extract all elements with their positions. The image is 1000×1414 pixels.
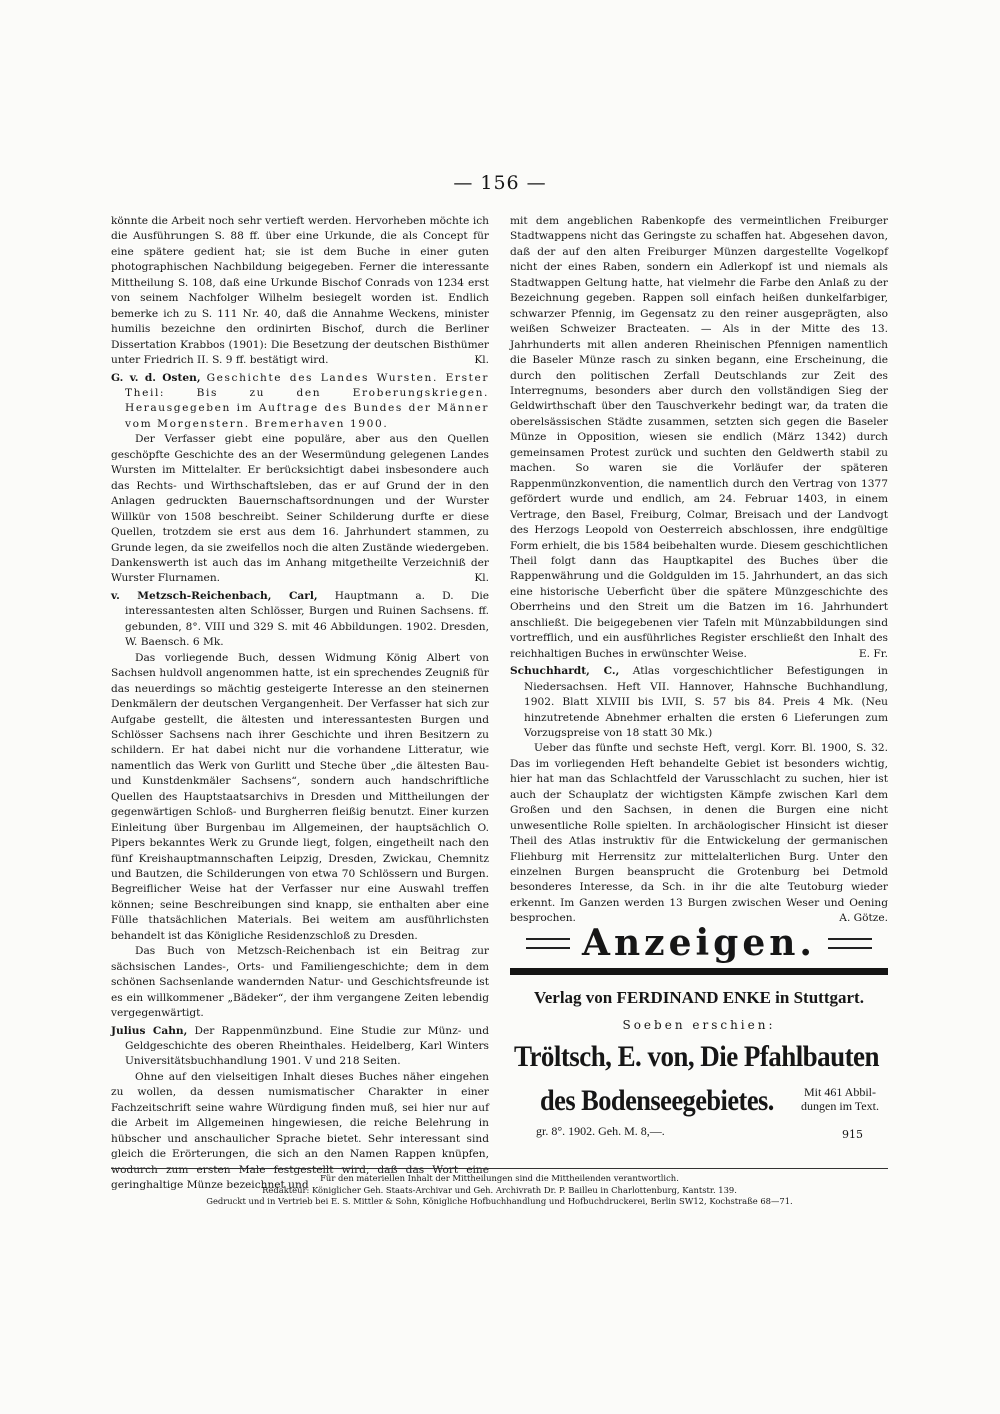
ad-illustrations-line: Mit 461 Abbil- <box>803 1085 876 1099</box>
footer-divider <box>111 1168 888 1169</box>
reviewer-signature: E. Fr. <box>858 647 888 660</box>
decorative-rule-left <box>526 938 570 949</box>
ads-title: Anzeigen. <box>582 922 816 964</box>
ads-heading <box>510 918 888 968</box>
review-entry-schuchhardt <box>510 664 888 741</box>
review-body: Das Buch von Metzsch-Reichenbach ist ein Beitrag zur sächsischen Landes-, Orts- und Familiengeschichte; dem in dem schönen Sachsenlande wandernden Natur- und Geschichtsfreunde ist es ein willkommener „Bädeker“, der ihm vergangene Zeiten lebendig vergegenwärtigt. <box>111 945 489 1020</box>
reviewer-signature: Kl. <box>474 354 489 367</box>
review-entry-osten <box>111 371 489 433</box>
review-body <box>111 432 489 587</box>
entry-author: v. Metzsch-Reichenbach, Carl, <box>111 589 318 602</box>
ad-announcement: Soeben erschien: <box>622 1018 776 1032</box>
entry-title: Atlas vorgeschichtlicher Befestigungen in Niedersachsen. Heft VII. Hannover, Hahnsche Buchhandlung, 1902. Blatt XLVIII bis LVII, S. 57 bis 84. Preis 4 Mk. (Neu hinzutretende Abnehmer erhalten die ersten 6 Lieferungen zum Vorzugspreise von 18 statt 30 Mk.) <box>524 665 888 739</box>
entry-author: Schuchhardt, C., <box>510 665 620 678</box>
reviewer-signature: A. Götze. <box>839 912 888 925</box>
ad-price: gr. 8°. 1902. Geh. M. 8,—. <box>536 1124 665 1138</box>
ad-book-title-line1: Tröltsch, E. von, Die Pfahlbauten <box>514 1040 879 1073</box>
review-text: Der Verfasser giebt eine populäre, aber aus den Quellen geschöpfte Geschichte des an der Wesermündung gelegenen Landes Wursten im Mittelalter. Er berücksichtigt dabei insbesondere auch das Rechts- und Wirthschaftsleben, das er auf Grund der in den Anlagen gedruckten Bauernschaftsordnungen und der Wurster Willkür von 1508 beschreibt. Seiner Schilderung durfte er diese Quellen, trotzdem sie erst aus dem 16. Jahrhundert stammen, zu Grunde legen, da sie zweifellos noch die alten Zustände wiedergeben. Dankenswerth ist auch das im Anhang mitgetheilte Verzeichniß der Wurster Flurnamen. <box>111 433 489 585</box>
ad-mark: 915 <box>842 1128 863 1141</box>
ad-illustrations-note <box>792 1085 888 1113</box>
review-body <box>510 741 888 926</box>
imprint-footer <box>111 1173 888 1208</box>
right-column <box>510 214 888 927</box>
reviewer-signature: Kl. <box>474 572 489 585</box>
review-continuation <box>111 214 489 369</box>
review-continuation <box>510 214 888 662</box>
footer-line: Redakteur: Königlicher Geh. Staats-Archivar und Geh. Archivrath Dr. P. Bailleu in Charlottenburg, Kantstr. 139. <box>262 1184 737 1195</box>
review-text: könnte die Arbeit noch sehr vertieft werden. Hervorheben möchte ich die Ausführungen S. 88 ff. über eine Urkunde, die als Concept für eine spätere gedient hat; sie ist dem Buche in einer guten photographischen Nachbildung beigegeben. Ferner die interessante Mittheilung S. 108, daß eine Urkunde Bischof Conrads von 1234 erst von seinem Nachfolger Wilhelm besiegelt worden ist. Endlich bemerke ich zu S. 111 Nr. 40, daß die Annahme Weckens, minister humilis bezeichne den ordinirten Bischof, durch die Berliner Dissertation Krabbos (1901): Die Besetzung der deutschen Bisthümer unter Friedrich II. S. 9 ff. bestätigt wird. <box>111 215 489 367</box>
entry-title: Geschichte des Landes Wursten. Erster Theil: Bis zu den Eroberungskriegen. Herausgegeben im Auftrage des Bundes der Männer vom Morgenstern. Bremerhaven 1900. <box>125 371 489 430</box>
review-entry-metzsch <box>111 589 489 651</box>
review-body: Das vorliegende Buch, dessen Widmung König Albert von Sachsen huldvoll angenommen hatte, ist ein sprechendes Zeugniß für das neuerdings so mächtig gesteigerte Interesse an den steinernen Denkmälern der deutschen Vergangenheit. Der Verfasser hat sich zur Aufgabe gestellt, die ältesten und interessantesten Burgen und Schlösser Sachsens nach ihrer Geschichte und ihren Besitzern zu schildern. Er hat dabei nicht nur die vorhandene Litteratur, wie namentlich das Werk von Gurlitt und Steche über „die ältesten Bau- und Kunstdenkmäler Sachsens“, sondern auch handschriftliche Quellen des Hauptstaatsarchivs in Dresden und Mittheilungen der gegenwärtigen Schloß- und Burgherren fleißig benutzt. Einer kurzen Einleitung über Burgenbau im Allgemeinen, der hauptsächlich O. Pipers bekanntes Werk zu Grunde liegt, folgen, eingetheilt nach den fünf Kreishauptmannschaften Leipzig, Dresden, Zwickau, Chemnitz und Bautzen, die Schilderungen von etwa 70 Schlössern und Burgen. Begreiflicher Weise hat der Verfasser nur eine Auswahl treffen können; seine Beschreibungen sind knapp, sie enthalten aber eine Fülle thatsächlichen Materials. Bei weitem am ausführlichsten behandelt ist das Königliche Residenzschloß zu Dresden. <box>111 651 489 942</box>
ad-illustrations-line: dungen im Text. <box>801 1099 879 1113</box>
footer-line: Gedruckt und in Vertrieb bei E. S. Mittler & Sohn, Königliche Hofbuchhandlung und Hofbuchdruckerei, Berlin SW12, Kochstraße 68—71. <box>206 1196 793 1206</box>
ad-publisher: Verlag von FERDINAND ENKE in Stuttgart. <box>534 988 864 1007</box>
entry-title: Hauptmann a. D. Die interessantesten alten Schlösser, Burgen und Ruinen Sachsens. ff. gebunden, 8°. VIII und 329 S. mit 46 Abbildungen. 1902. Dresden, W. Baensch. 6 Mk. <box>125 589 489 649</box>
review-text: Ueber das fünfte und sechste Heft, vergl. Korr. Bl. 1900, S. 32. Das im vorliegenden Heft behandelte Gebiet ist besonders wichtig, hier hat man das Schlachtfeld der Varusschlacht zu suchen, hier ist auch der Schauplatz der wichtigsten Kämpfe zwischen Karl dem Großen und den Sachsen, in denen die Burgen eine nicht unwesentliche Rolle spielten. In archäologischer Hinsicht ist dieser Theil des Atlas instruktiv für die Entwickelung der germanischen Fliehburg mit Herrensitz zur mittelalterlichen Burg. Unter den einzelnen Burgen beansprucht die Grotenburg bei Detmold besonderes Interesse, da Sch. in ihr die alte Teutoburg wieder erkennt. Im Ganzen werden 13 Burgen zwischen Weser und Oening besprochen. <box>510 742 888 925</box>
entry-author: Julius Cahn, <box>111 1024 188 1037</box>
decorative-rule-right <box>828 938 872 949</box>
ad-book-title-line2: des Bodenseegebietes. <box>540 1084 774 1117</box>
review-entry-cahn <box>111 1024 489 1070</box>
entry-author: G. v. d. Osten, <box>111 371 201 384</box>
entry-title: Der Rappenmünzbund. Eine Studie zur Münz- und Geldgeschichte des oberen Rheinthales. Heidelberg, Karl Winters Universitätsbuchhandlung 1901. V und 218 Seiten. <box>125 1024 489 1068</box>
review-body: Ohne auf den vielseitigen Inhalt dieses Buches näher eingehen zu wollen, da dessen numismatischer Charakter in einer Fachzeitschrift seine wahre Würdigung finden muß, sei hier nur auf die Arbeit im Allgemeinen hingewiesen, die reiche Belehrung in hübscher und anschaulicher Sprache bietet. Sehr interessant sind gleich die Erörterungen, die sich an den Namen Rappen knüpfen, wodurch zum ersten Male festgestellt wird, daß das Wort eine geringhaltige Münze bezeichnet und <box>111 1070 489 1192</box>
page-number: — 156 — <box>453 172 547 194</box>
review-text: mit dem angeblichen Rabenkopfe des vermeintlichen Freiburger Stadtwappens nicht das Geringste zu schaffen hat. Abgesehen davon, daß der auf den alten Freiburger Münzen dargestellte Vogelkopf nicht der eines Raben, sondern ein Adlerkopf ist und niemals als Stadtwappen Geltung hatte, hat vielmehr die Farbe den Anlaß zu der Bezeichnung gegeben. Rappen soll einfach heißen dunkelfarbiger, schwarzer Pfennig, im Gegensatz zu den reiner ausgeprägten, also weißen Schweizer Bracteaten. — Als in der Mitte des 13. Jahrhunderts mit allen anderen Rheinischen Pfennigen namentlich die Baseler Münze rasch zu sinken begann, eine Erscheinung, die durch den politischen Zerfall Deutschlands zur Zeit des Interregnums, besonders aber durch den vollständigen Sieg der Geldwirthschaft über den Tauschverkehr bedingt war, da traten die oberelsässischen Städte zusammen, setzten sich gegen die Baseler Münze in Opposition, wiesen sie endlich (März 1342) durch gemeinsamen Protest zurück und suchten den Geldwerth stabil zu machen. So waren sie die Vorläufer der späteren Rappenmünzkonvention, die namentlich durch den Vertrag von 1377 gefördert wurde und endlich, am 24. Februar 1403, in einem Vertrage, den Basel, Freiburg, Colmar, Breisach und der Landvogt des Herzogs Leopold von Oesterreich abschlossen, ihre endgültige Form erhielt, die bis 1584 beibehalten wurde. Diesem geschichtlichen Theil folgt dann das Hauptkapitel des Buches über die Rappenwährung und die Goldgulden im 15. Jahrhundert, an das sich eine historische Ueberficht über die spätere Münzgeschichte des Oberrheins und den Streit um die Batzen im 16. Jahrhundert anschließt. Die beigegebenen vier Tafeln mit Münzabbildungen sind vortrefflich, und ein ausführliches Register erschließt den Inhalt des reichhaltigen Buches in erwünschter Weise. <box>510 215 888 660</box>
left-column <box>111 214 489 1194</box>
ads-divider <box>510 968 888 975</box>
footer-line: Für den materiellen Inhalt der Mittheilungen sind die Mittheilenden verantwortlich. <box>320 1173 679 1183</box>
